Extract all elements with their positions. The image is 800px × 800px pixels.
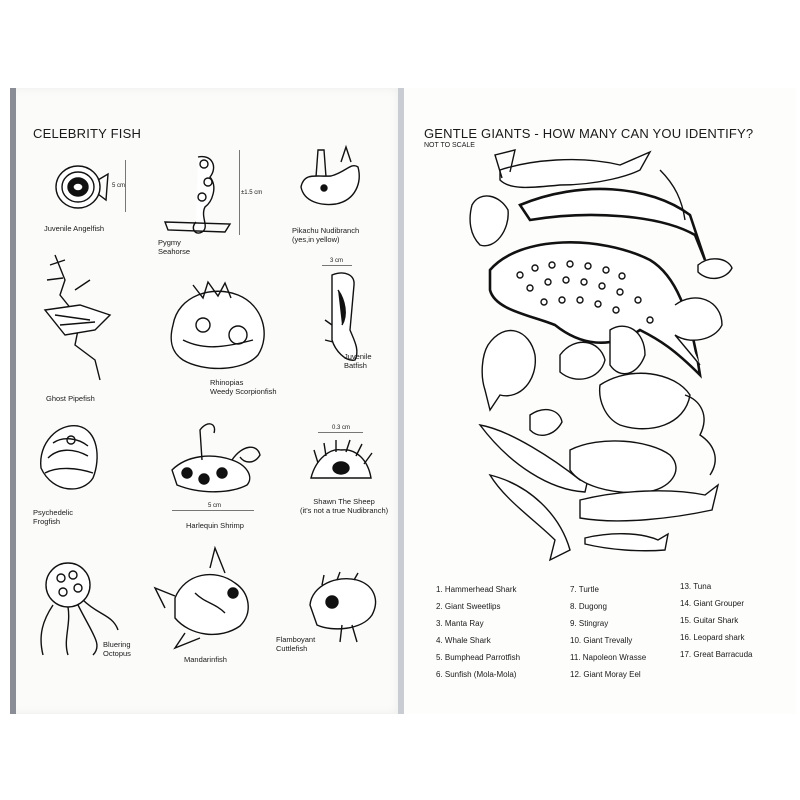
legend-item: 11. Napoleon Wrasse: [570, 653, 647, 662]
celebrity-fish-title: CELEBRITY FISH: [33, 126, 142, 141]
psychedelic-frogfish-label: Psychedelic Frogfish: [33, 508, 74, 526]
pygmy-seahorse-label: Pygmy Seahorse: [158, 238, 191, 256]
shawn-the-sheep-label: Shawn The Sheep (it's not a true Nudibranch): [300, 497, 389, 515]
ghost-pipefish-illustration: [35, 250, 120, 385]
seahorse-measure: ±1.5 cm: [241, 190, 263, 196]
legend-item: 6. Sunfish (Mola-Mola): [436, 670, 517, 679]
legend-item: 1. Hammerhead Shark: [436, 585, 517, 594]
flamboyant-cuttlefish-illustration: [302, 570, 382, 645]
legend-item: 13. Tuna: [680, 582, 712, 591]
shrimp-measure-line: [172, 510, 254, 511]
legend-item: 5. Bumphead Parrotfish: [436, 653, 521, 662]
pygmy-seahorse-illustration: [160, 152, 235, 242]
gentle-giants-illustration: [460, 140, 760, 570]
flamboyant-cuttlefish-label: Flamboyant Cuttlefish: [276, 635, 316, 653]
legend-item: 15. Guitar Shark: [680, 616, 739, 625]
mandarinfish-illustration: [155, 548, 270, 653]
weedy-scorpionfish-label: Rhinopias Weedy Scorpionfish: [210, 378, 277, 396]
gentle-giants-title: GENTLE GIANTS - HOW MANY CAN YOU IDENTIFY?: [424, 126, 754, 141]
legend-item: 8. Dugong: [570, 602, 607, 611]
juvenile-angelfish-label: Juvenile Angelfish: [44, 224, 105, 233]
harlequin-shrimp-label: Harlequin Shrimp: [186, 521, 244, 530]
seahorse-measure-line: [239, 150, 240, 235]
legend-item: 16. Leopard shark: [680, 633, 745, 642]
sheep-measure: 0.3 cm: [332, 425, 351, 431]
harlequin-shrimp-illustration: [162, 415, 267, 500]
angelfish-measure-line: [125, 160, 126, 212]
batfish-measure-line: [322, 265, 352, 266]
ghost-pipefish-label: Ghost Pipefish: [46, 394, 95, 403]
angelfish-measure: 5 cm: [112, 183, 126, 189]
legend-item: 2. Giant Sweetlips: [436, 602, 501, 611]
not-to-scale-note: NOT TO SCALE: [424, 142, 475, 149]
legend-column-3: [680, 582, 752, 667]
shawn-the-sheep-illustration: [306, 438, 376, 488]
legend-item: 10. Giant Trevally: [570, 636, 633, 645]
weedy-scorpionfish-illustration: [163, 280, 275, 375]
sheep-measure-line: [318, 432, 363, 433]
shrimp-measure: 5 cm: [208, 503, 222, 509]
pikachu-nudibranch-label: Pikachu Nudibranch (yes,in yellow): [292, 226, 360, 244]
legend-column-2: [570, 585, 646, 687]
legend-item: 17. Great Barracuda: [680, 650, 753, 659]
juvenile-batfish-label: Juvenile Batfish: [344, 352, 372, 370]
legend-item: 14. Giant Grouper: [680, 599, 745, 608]
legend-item: 3. Manta Ray: [436, 619, 484, 628]
juvenile-angelfish-illustration: [48, 160, 108, 215]
legend-item: 9. Stingray: [570, 619, 609, 628]
psychedelic-frogfish-illustration: [33, 418, 103, 498]
legend-item: 12. Giant Moray Eel: [570, 670, 641, 679]
pikachu-nudibranch-illustration: [296, 142, 366, 217]
legend-item: 7. Turtle: [570, 585, 599, 594]
bluering-octopus-label: Bluering Octopus: [103, 640, 131, 658]
legend-column-1: [436, 585, 520, 687]
legend-item: 4. Whale Shark: [436, 636, 491, 645]
batfish-measure: 3 cm: [330, 258, 344, 264]
mandarinfish-label: Mandarinfish: [184, 655, 227, 664]
juvenile-batfish-illustration: [320, 270, 365, 365]
